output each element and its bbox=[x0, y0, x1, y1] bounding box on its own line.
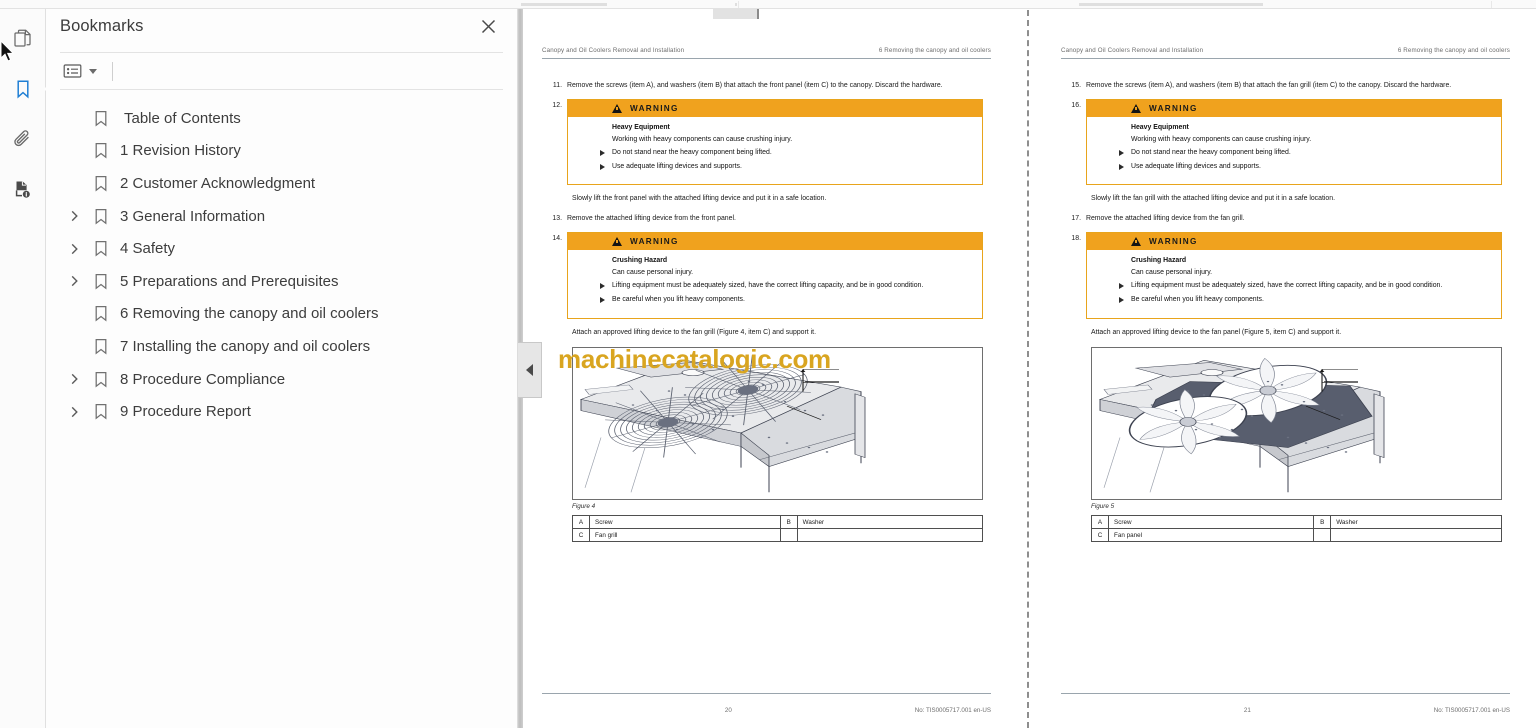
bookmark-label: 1 Revision History bbox=[120, 142, 241, 160]
bookmark-label: 5 Preparations and Prerequisites bbox=[120, 272, 339, 290]
document-number: No: TIS0005717.001 en-US bbox=[1433, 707, 1510, 714]
legend-value: Screw bbox=[1109, 516, 1314, 529]
warning-title: WARNING bbox=[630, 236, 679, 246]
header-right-text: 6 Removing the canopy and oil coolers bbox=[1397, 47, 1510, 54]
triangle-bullet-icon bbox=[1119, 164, 1124, 170]
toolbar-ghost-item bbox=[1079, 3, 1263, 6]
legend-key: A bbox=[573, 516, 590, 529]
bookmark-icon bbox=[90, 142, 112, 159]
warning-bullet bbox=[1131, 148, 1491, 158]
figure bbox=[1091, 347, 1502, 500]
table-row bbox=[1092, 529, 1502, 542]
procedure-step bbox=[550, 214, 983, 225]
page-number: 20 bbox=[724, 707, 732, 714]
document-properties-icon[interactable] bbox=[6, 172, 40, 206]
page-body bbox=[1061, 59, 1510, 542]
bookmark-item[interactable] bbox=[46, 363, 517, 396]
chevron-down-icon bbox=[89, 69, 97, 74]
toolbar-separator bbox=[738, 1, 739, 8]
paragraph: Attach an approved lifting device to the fan grill (Figure 4, item C) and support it. bbox=[572, 328, 816, 336]
warning-step bbox=[550, 99, 983, 186]
warning-bullet bbox=[612, 162, 972, 172]
triangle-bullet-icon bbox=[1119, 283, 1124, 289]
bookmark-item[interactable] bbox=[46, 265, 517, 298]
triangle-bullet-icon bbox=[600, 164, 605, 170]
warning-description: Can cause personal injury. bbox=[1131, 268, 1213, 276]
warning-body bbox=[1087, 250, 1501, 318]
triangle-bullet-icon bbox=[1119, 297, 1124, 303]
warning-subtitle: Crushing Hazard bbox=[1131, 256, 1187, 264]
warning-header bbox=[1087, 233, 1501, 250]
bookmark-label: 2 Customer Acknowledgment bbox=[120, 174, 316, 192]
page-thumbnails-icon[interactable] bbox=[6, 22, 40, 56]
triangle-bullet-icon bbox=[600, 150, 605, 156]
paragraph: Slowly lift the fan grill with the attached lifting device and put it in a safe location. bbox=[1091, 195, 1335, 203]
legend-value: Washer bbox=[1331, 516, 1502, 529]
expand-chevron-icon[interactable] bbox=[64, 373, 84, 385]
bookmark-item[interactable] bbox=[46, 232, 517, 265]
legend-table bbox=[1091, 515, 1502, 542]
bookmark-label: 3 General Information bbox=[120, 207, 266, 225]
bookmark-label: 8 Procedure Compliance bbox=[120, 370, 286, 388]
warning-bullet bbox=[1131, 281, 1491, 291]
legend-value: Fan grill bbox=[590, 529, 781, 542]
watermark: machinecatalogic.com bbox=[558, 344, 831, 374]
warning-box bbox=[1086, 232, 1502, 319]
triangle-bullet-icon bbox=[600, 297, 605, 303]
page-footer bbox=[542, 707, 991, 714]
procedure-step bbox=[1069, 214, 1502, 225]
bookmarks-panel bbox=[46, 0, 518, 728]
table-row bbox=[1092, 516, 1502, 529]
warning-triangle-icon bbox=[1131, 104, 1141, 113]
collapse-panel-button[interactable] bbox=[518, 342, 542, 398]
toolbar-ghost-item bbox=[521, 3, 607, 6]
warning-header bbox=[568, 233, 982, 250]
panel-title: Bookmarks bbox=[60, 16, 144, 35]
bookmark-label: Table of Contents bbox=[124, 109, 241, 127]
document-page bbox=[1037, 0, 1534, 728]
warning-body bbox=[568, 117, 982, 185]
toolbar-active-tab[interactable] bbox=[713, 9, 759, 19]
expand-chevron-icon[interactable] bbox=[64, 243, 84, 255]
warning-bullet bbox=[612, 281, 972, 291]
equipment-illustration bbox=[1092, 348, 1391, 499]
warning-bullet bbox=[612, 148, 972, 158]
footer-rule bbox=[542, 693, 991, 694]
document-number: No: TIS0005717.001 en-US bbox=[914, 707, 991, 714]
table-row bbox=[573, 516, 983, 529]
warning-subtitle: Heavy Equipment bbox=[1131, 123, 1189, 131]
warning-title: WARNING bbox=[1149, 103, 1198, 113]
warning-title: WARNING bbox=[1149, 236, 1198, 246]
bookmark-icon bbox=[90, 403, 112, 420]
legend-value: Fan panel bbox=[1109, 529, 1314, 542]
header-left-text: Canopy and Oil Coolers Removal and Installation bbox=[542, 47, 685, 54]
warning-box bbox=[567, 232, 983, 319]
triangle-bullet-icon bbox=[1119, 150, 1124, 156]
bookmark-item[interactable] bbox=[46, 298, 517, 331]
header-right-text: 6 Removing the canopy and oil coolers bbox=[878, 47, 991, 54]
warning-bullet-text: Lifting equipment must be adequately sized, have the correct lifting capacity, and be in good condition. bbox=[612, 281, 924, 289]
warning-header bbox=[568, 100, 982, 117]
warning-bullet-text: Use adequate lifting devices and supports. bbox=[612, 162, 742, 170]
bookmark-item[interactable] bbox=[46, 330, 517, 363]
legend-value: Washer bbox=[797, 516, 982, 529]
warning-box bbox=[567, 99, 983, 186]
document-viewer[interactable] bbox=[518, 0, 1536, 728]
figure-caption: Figure 4 bbox=[572, 503, 596, 511]
bookmark-label: 9 Procedure Report bbox=[120, 403, 251, 421]
table-row bbox=[573, 529, 983, 542]
warning-bullet-text: Do not stand near the heavy component being lifted. bbox=[612, 148, 772, 156]
bookmark-label: 7 Installing the canopy and oil coolers bbox=[120, 337, 371, 355]
legend-key: B bbox=[1314, 516, 1331, 529]
step-text: Remove the screws (item A), and washers (item B) that attach the front panel (item C) to the canopy. Discard the hardware. bbox=[567, 82, 943, 89]
warning-description: Can cause personal injury. bbox=[612, 268, 694, 276]
procedure-step bbox=[550, 81, 983, 92]
bookmark-list bbox=[46, 90, 517, 428]
legend-key: C bbox=[1092, 529, 1109, 542]
warning-triangle-icon bbox=[1131, 237, 1141, 246]
warning-triangle-icon bbox=[612, 237, 622, 246]
warning-description: Working with heavy components can cause crushing injury. bbox=[612, 135, 793, 143]
equipment-illustration bbox=[573, 348, 872, 499]
warning-bullet-text: Be careful when you lift heavy components. bbox=[612, 295, 745, 303]
footer-rule bbox=[1061, 693, 1510, 694]
warning-bullet-text: Lifting equipment must be adequately sized, have the correct lifting capacity, and be in good condition. bbox=[1131, 281, 1443, 289]
paragraph: Slowly lift the front panel with the attached lifting device and put it in a safe location. bbox=[572, 195, 827, 203]
step-text: Remove the screws (item A), and washers (item B) that attach the fan grill (item C) to the canopy. Discard the hardware. bbox=[1086, 82, 1452, 89]
expand-chevron-icon[interactable] bbox=[64, 406, 84, 418]
legend-value bbox=[797, 529, 982, 542]
toolbar-separator bbox=[1491, 1, 1492, 8]
legend-key bbox=[1314, 529, 1331, 542]
figure-caption: Figure 5 bbox=[1091, 503, 1115, 511]
bookmarks-icon[interactable] bbox=[6, 72, 40, 106]
page-footer bbox=[1061, 707, 1510, 714]
warning-triangle-icon bbox=[612, 104, 622, 113]
side-rail bbox=[0, 0, 46, 728]
list-options-icon[interactable] bbox=[60, 61, 100, 81]
legend-value bbox=[1331, 529, 1502, 542]
warning-bullet bbox=[1131, 295, 1491, 305]
warning-bullet bbox=[612, 295, 972, 305]
legend-key bbox=[780, 529, 797, 542]
bookmark-item[interactable] bbox=[46, 200, 517, 233]
page-break-divider bbox=[1027, 0, 1029, 728]
bookmark-label: 6 Removing the canopy and oil coolers bbox=[120, 305, 379, 323]
step-number: 14. bbox=[552, 234, 562, 242]
warning-description: Working with heavy components can cause crushing injury. bbox=[1131, 135, 1312, 143]
attachments-icon[interactable] bbox=[6, 122, 40, 156]
page-number: 21 bbox=[1243, 707, 1251, 714]
paragraph: Attach an approved lifting device to the fan panel (Figure 5, item C) and support it. bbox=[1091, 328, 1342, 336]
bookmark-item[interactable] bbox=[46, 135, 517, 168]
warning-bullet-text: Use adequate lifting devices and supports. bbox=[1131, 162, 1261, 170]
bookmark-item[interactable] bbox=[46, 167, 517, 200]
warning-box bbox=[1086, 99, 1502, 186]
bookmarks-toolbar bbox=[46, 53, 517, 89]
figure bbox=[572, 347, 983, 500]
step-text: Remove the attached lifting device from the fan grill. bbox=[1086, 215, 1245, 223]
bookmark-item[interactable] bbox=[46, 102, 517, 135]
bookmark-icon bbox=[90, 371, 112, 388]
warning-subtitle: Crushing Hazard bbox=[612, 256, 668, 264]
warning-bullet-text: Be careful when you lift heavy components. bbox=[1131, 295, 1264, 303]
warning-step bbox=[1069, 232, 1502, 319]
procedure-step bbox=[1069, 81, 1502, 92]
step-number: 11. bbox=[552, 82, 562, 89]
step-number: 16. bbox=[1071, 101, 1081, 109]
bookmark-icon bbox=[90, 208, 112, 225]
warning-header bbox=[1087, 100, 1501, 117]
close-icon[interactable] bbox=[475, 13, 501, 39]
bookmark-icon bbox=[90, 110, 112, 127]
bookmark-icon bbox=[90, 338, 112, 355]
warning-bullet-text: Do not stand near the heavy component being lifted. bbox=[1131, 148, 1291, 156]
legend-table bbox=[572, 515, 983, 542]
bookmark-item[interactable] bbox=[46, 395, 517, 428]
step-number: 13. bbox=[552, 215, 562, 223]
warning-subtitle: Heavy Equipment bbox=[612, 123, 670, 131]
page-body bbox=[542, 59, 991, 542]
document-page bbox=[518, 0, 1015, 728]
warning-title: WARNING bbox=[630, 103, 679, 113]
bookmark-icon bbox=[90, 175, 112, 192]
triangle-bullet-icon bbox=[600, 283, 605, 289]
expand-chevron-icon[interactable] bbox=[64, 275, 84, 287]
toolbar-strip bbox=[0, 0, 1536, 9]
chevron-left-icon bbox=[526, 364, 533, 376]
step-number: 12. bbox=[552, 101, 562, 109]
legend-key: A bbox=[1092, 516, 1109, 529]
bookmark-icon bbox=[90, 240, 112, 257]
step-number: 18. bbox=[1071, 234, 1081, 242]
warning-step bbox=[1069, 99, 1502, 186]
header-left-text: Canopy and Oil Coolers Removal and Installation bbox=[1061, 47, 1204, 54]
bookmark-icon bbox=[90, 273, 112, 290]
bookmark-label: 4 Safety bbox=[120, 240, 176, 258]
warning-step bbox=[550, 232, 983, 319]
toolbar-divider bbox=[112, 62, 113, 81]
warning-body bbox=[568, 250, 982, 318]
legend-value: Screw bbox=[590, 516, 781, 529]
toolbar-ghost-item bbox=[736, 3, 737, 6]
expand-chevron-icon[interactable] bbox=[64, 210, 84, 222]
step-text: Remove the attached lifting device from the front panel. bbox=[567, 215, 736, 223]
warning-bullet bbox=[1131, 162, 1491, 172]
step-number: 15. bbox=[1071, 82, 1081, 89]
step-number: 17. bbox=[1071, 215, 1081, 223]
legend-key: B bbox=[780, 516, 797, 529]
bookmark-icon bbox=[90, 305, 112, 322]
legend-key: C bbox=[573, 529, 590, 542]
warning-body bbox=[1087, 117, 1501, 185]
